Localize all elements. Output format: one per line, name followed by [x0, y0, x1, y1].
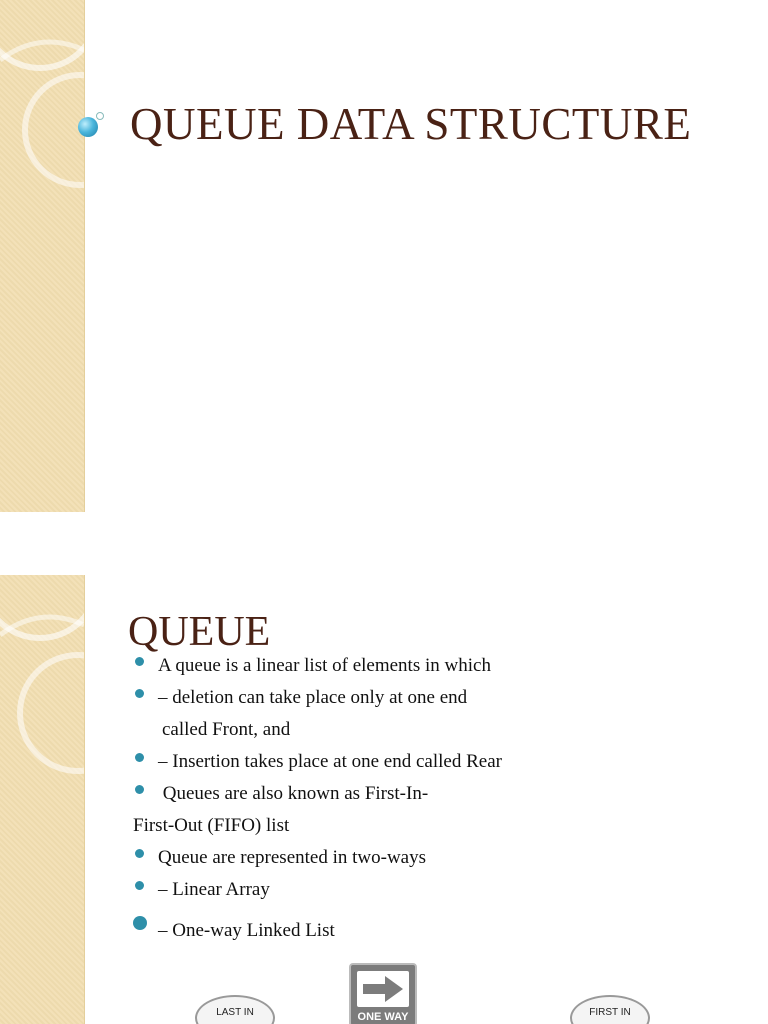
right-arrow-icon: [357, 971, 409, 1007]
bullet-line-2-cont: called Front, and: [162, 719, 291, 740]
bullet-line-1: A queue is a linear list of elements in which: [158, 655, 491, 676]
bullet-icon: [135, 785, 144, 794]
decorative-side-band: [0, 575, 85, 1024]
decorative-side-band: [0, 0, 85, 512]
bullet-line-2: – deletion can take place only at one end: [158, 687, 468, 708]
bullet-icon: [135, 689, 144, 698]
title-orb-icon: [78, 117, 98, 137]
bullet-line-7: – One-way Linked List: [158, 920, 335, 941]
one-way-sign: [349, 963, 417, 1024]
last-in-sign: [195, 995, 275, 1024]
first-in-sign-label: FIRST IN: [589, 1007, 631, 1018]
bullet-line-6: – Linear Array: [158, 879, 270, 900]
band-rings-art: [0, 0, 84, 512]
last-in-sign-label: LAST IN: [216, 1007, 254, 1018]
band-rings-art: [0, 575, 84, 1024]
one-way-sign-label: ONE WAY: [357, 1011, 409, 1023]
bullet-line-4-cont: First-Out (FIFO) list: [133, 815, 290, 836]
bullet-icon: [133, 916, 147, 930]
section-title: QUEUE: [128, 609, 271, 655]
bullet-icon: [135, 849, 144, 858]
slide-title: QUEUE DATA STRUCTURE: [130, 99, 692, 149]
bullet-icon: [135, 881, 144, 890]
title-small-circle-icon: [96, 112, 104, 120]
bullet-line-3: – Insertion takes place at one end called Rear: [158, 751, 502, 772]
first-in-sign: [570, 995, 650, 1024]
bullet-line-5: Queue are represented in two-ways: [158, 847, 426, 868]
slide-2: [0, 575, 768, 1024]
bullet-icon: [135, 753, 144, 762]
bullet-line-4: Queues are also known as First-In-: [158, 783, 429, 804]
one-way-arrow-panel: [357, 971, 409, 1007]
bullet-icon: [135, 657, 144, 666]
